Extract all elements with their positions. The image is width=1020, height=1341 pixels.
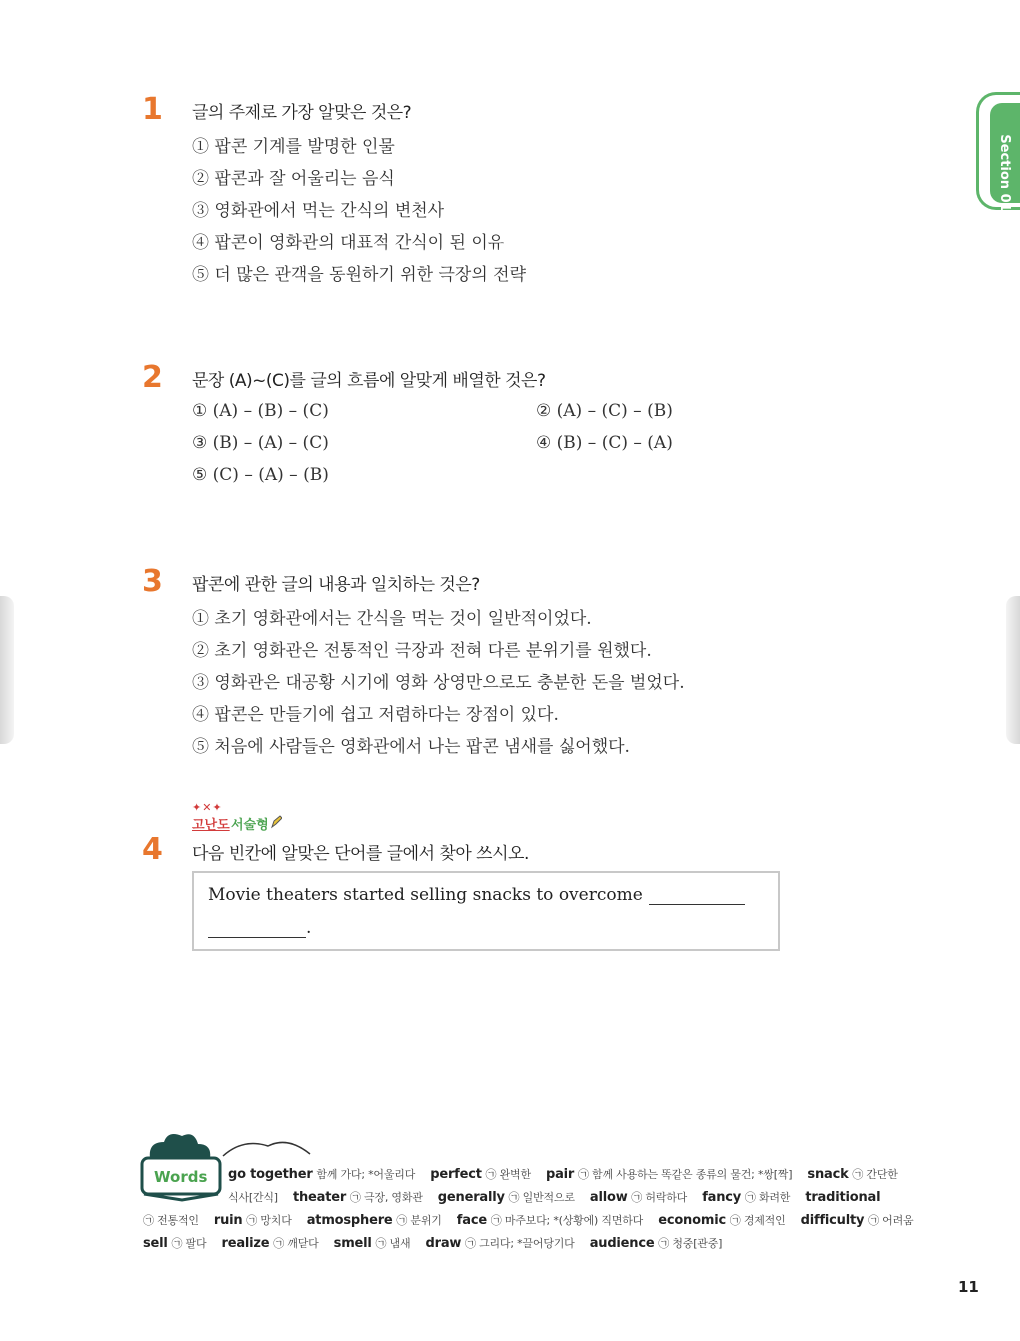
- word-term: economic: [658, 1213, 726, 1228]
- question-3-number: 3: [142, 564, 163, 599]
- word-meaning: ㉠ 청중[관중]: [658, 1237, 723, 1250]
- word-meaning: ㉠ 깨닫다: [273, 1237, 319, 1250]
- q1-option-2[interactable]: ② 팝콘과 잘 어울리는 음식: [192, 169, 395, 189]
- word-meaning: ㉠ 망치다: [246, 1214, 292, 1227]
- answer-period: .: [306, 918, 312, 938]
- q2-option-2[interactable]: ② (A) – (C) – (B): [536, 401, 673, 421]
- q1-option-3[interactable]: ③ 영화관에서 먹는 간식의 변천사: [192, 201, 445, 221]
- word-meaning: ㉠ 분위기: [396, 1214, 442, 1227]
- word-term: atmosphere: [306, 1213, 393, 1228]
- word-term: traditional: [805, 1190, 881, 1205]
- left-edge-tab: [0, 596, 14, 744]
- q3-option-1[interactable]: ① 초기 영화관에서는 간식을 먹는 것이 일반적이었다.: [192, 609, 592, 629]
- pencil-icon: [270, 815, 282, 829]
- question-4-number: 4: [142, 832, 163, 867]
- word-term: go together: [228, 1167, 313, 1182]
- q1-option-5[interactable]: ⑤ 더 많은 관객을 동원하기 위한 극장의 전략: [192, 265, 527, 285]
- word-term: smell: [333, 1236, 372, 1251]
- words-line-4: [143, 1235, 722, 1251]
- word-term: snack: [807, 1167, 849, 1182]
- question-2-number: 2: [142, 360, 163, 395]
- section-tab-fill: [990, 103, 1020, 212]
- q2-option-4[interactable]: ④ (B) – (C) – (A): [536, 433, 673, 453]
- right-edge-tab: [1006, 596, 1020, 744]
- words-line-1: [228, 1166, 898, 1182]
- q3-option-4[interactable]: ④ 팝콘은 만들기에 쉽고 저렴하다는 장점이 있다.: [192, 705, 559, 725]
- word-term: difficulty: [800, 1213, 865, 1228]
- q3-option-5[interactable]: ⑤ 처음에 사람들은 영화관에서 나는 팝콘 냄새를 싫어했다.: [192, 737, 630, 757]
- answer-blank-1[interactable]: [649, 886, 745, 905]
- answer-sentence-line: [208, 885, 745, 905]
- word-meaning: ㉠ 그리다; *끌어당기다: [464, 1237, 575, 1250]
- word-meaning: 식사[간식]: [228, 1191, 278, 1204]
- word-term: sell: [143, 1236, 168, 1251]
- word-term: fancy: [702, 1190, 742, 1205]
- q2-option-5[interactable]: ⑤ (C) – (A) – (B): [192, 465, 329, 485]
- word-term: realize: [221, 1236, 270, 1251]
- word-term: ruin: [213, 1213, 243, 1228]
- question-3-title: 팝콘에 관한 글의 내용과 일치하는 것은?: [192, 575, 480, 595]
- question-1-title: 글의 주제로 가장 알맞은 것은?: [192, 103, 412, 123]
- word-meaning: ㉠ 어려움: [868, 1214, 914, 1227]
- question-4-title: 다음 빈칸에 알맞은 단어를 글에서 찾아 쓰시오.: [192, 844, 529, 864]
- word-term: allow: [589, 1190, 628, 1205]
- word-meaning: ㉠ 전통적인: [143, 1214, 199, 1227]
- word-meaning: ㉠ 팔다: [171, 1237, 207, 1250]
- page-number: 11: [958, 1278, 979, 1296]
- word-term: pair: [546, 1167, 575, 1182]
- answer-sentence: Movie theaters started selling snacks to overcome: [208, 885, 643, 905]
- word-term: face: [456, 1213, 487, 1228]
- word-meaning: ㉠ 화려한: [744, 1191, 791, 1204]
- section-tab[interactable]: [976, 92, 1020, 210]
- words-label: Words: [154, 1168, 208, 1186]
- difficulty-stars-icon: ✦✕✦: [192, 801, 223, 814]
- word-meaning: ㉠ 간단한: [852, 1168, 898, 1181]
- writing-type-tag: 서술형: [231, 818, 269, 833]
- word-term: theater: [292, 1190, 347, 1205]
- word-term: perfect: [430, 1167, 482, 1182]
- answer-box[interactable]: [192, 871, 780, 951]
- question-2-title: 문장 (A)~(C)를 글의 흐름에 알맞게 배열한 것은?: [192, 371, 546, 391]
- q3-option-3[interactable]: ③ 영화관은 대공황 시기에 영화 상영만으로도 충분한 돈을 벌었다.: [192, 673, 685, 693]
- word-meaning: ㉠ 완벽한: [485, 1168, 531, 1181]
- word-meaning: ㉠ 함께 사용하는 똑같은 종류의 물건; *쌍[짝]: [577, 1168, 793, 1181]
- section-tab-label: Section 01: [997, 134, 1012, 212]
- word-meaning: ㉠ 냄새: [375, 1237, 411, 1250]
- q1-option-1[interactable]: ① 팝콘 기계를 발명한 인물: [192, 137, 395, 157]
- word-term: generally: [437, 1190, 505, 1205]
- word-term: audience: [589, 1236, 655, 1251]
- word-meaning: ㉠ 일반적으로: [508, 1191, 575, 1204]
- q2-option-1[interactable]: ① (A) – (B) – (C): [192, 401, 329, 421]
- words-line-3: [143, 1212, 913, 1228]
- answer-sentence-line-2: [208, 918, 311, 938]
- word-meaning: 함께 가다; *어울리다: [316, 1168, 416, 1181]
- q3-option-2[interactable]: ② 초기 영화관은 전통적인 극장과 전혀 다른 분위기를 원했다.: [192, 641, 652, 661]
- q1-option-4[interactable]: ④ 팝콘이 영화관의 대표적 간식이 된 이유: [192, 233, 505, 253]
- word-term: draw: [425, 1236, 462, 1251]
- q2-option-3[interactable]: ③ (B) – (A) – (C): [192, 433, 329, 453]
- hard-level-tag: 고난도: [192, 818, 230, 833]
- question-1-number: 1: [142, 92, 163, 127]
- word-meaning: ㉠ 허락하다: [631, 1191, 688, 1204]
- word-meaning: ㉠ 극장, 영화관: [349, 1191, 423, 1204]
- word-meaning: ㉠ 마주보다; *(상황에) 직면하다: [490, 1214, 644, 1227]
- answer-blank-2[interactable]: [208, 919, 306, 938]
- words-line-2: [228, 1189, 880, 1205]
- word-meaning: ㉠ 경제적인: [729, 1214, 786, 1227]
